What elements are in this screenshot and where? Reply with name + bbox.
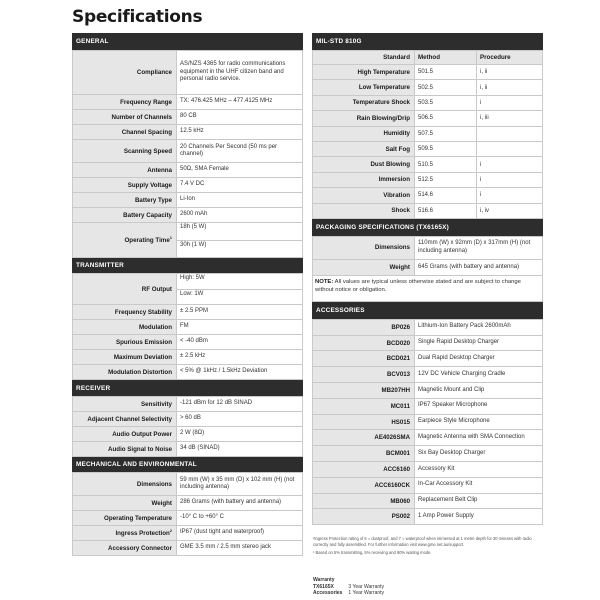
milstd-method: 502.5	[415, 80, 477, 95]
label-text: Adjacent Channel Selectivity	[87, 415, 172, 423]
transmitter-label	[73, 305, 177, 320]
milstd-col-method: Method	[415, 51, 477, 65]
label-text: Frequency Stability	[114, 308, 172, 316]
packaging-row-dimensions	[313, 236, 543, 259]
general-value	[177, 178, 303, 193]
general-label	[73, 193, 177, 208]
value-text: -10° C to +60° C	[180, 514, 224, 521]
value-text: Six Bay Desktop Charger	[418, 449, 486, 456]
value-text: 59 mm (W) x 35 mm (D) x 102 mm (H) (not including antenna)	[180, 476, 295, 490]
value-text: Lithium-Ion Battery Pack 2600mAh	[418, 323, 511, 330]
general-row-scanning-speed	[73, 140, 303, 163]
accessories-value	[415, 446, 543, 462]
label-text: Sensitivity	[141, 400, 172, 408]
label-text: Audio Signal to Noise	[108, 445, 172, 453]
receiver-label	[73, 412, 177, 427]
label-text: BCM001	[385, 450, 410, 458]
milstd-row-humidity	[313, 126, 543, 141]
receiver-table	[72, 396, 303, 457]
milstd-standard: Vibration	[313, 188, 415, 203]
packaging-table	[312, 236, 543, 276]
value-text: 286 Grams (with battery and antenna)	[180, 499, 282, 506]
milstd-procedure	[477, 141, 543, 156]
accessories-value	[415, 414, 543, 430]
value-text: 2600 mAh	[180, 211, 208, 218]
value-text: Dual Rapid Desktop Charger	[418, 355, 495, 362]
transmitter-row-modulation	[73, 320, 303, 335]
milstd-method: 507.5	[415, 126, 477, 141]
value-text: 80 CB	[180, 113, 197, 120]
accessories-label	[313, 351, 415, 367]
label-text: Supply Voltage	[127, 181, 172, 189]
transmitter-label	[73, 335, 177, 350]
milstd-standard: Dust Blowing	[313, 157, 415, 172]
warranty-item: TX6165X	[313, 583, 334, 590]
milstd-row-temperature-shock	[313, 95, 543, 110]
general-row-antenna	[73, 163, 303, 178]
receiver-row-audio-output-power	[73, 427, 303, 442]
milstd-procedure: i, ii	[477, 65, 543, 80]
mechanical-value	[177, 541, 303, 556]
milstd-method: 512.5	[415, 172, 477, 187]
mechanical-label	[73, 496, 177, 511]
label-text: BCD021	[386, 355, 410, 363]
accessories-label	[313, 414, 415, 430]
label-text: Battery Type	[134, 196, 172, 204]
milstd-row-high-temperature	[313, 65, 543, 80]
milstd-row-dust-blowing	[313, 157, 543, 172]
receiver-row-adjacent-channel-selectivity	[73, 412, 303, 427]
value-text: 7.4 V DC	[180, 181, 205, 188]
milstd-procedure: i, iii	[477, 111, 543, 126]
label-text: Ingress Protection	[115, 530, 170, 538]
value-text: AS/NZS 4365 for radio communications equipment in the UHF citizen band and personal radio service.	[180, 61, 286, 83]
page-title: Specifications	[72, 7, 203, 27]
label-text: Maximum Deviation	[113, 353, 172, 361]
label-text: BP026	[391, 323, 410, 331]
receiver-value	[177, 397, 303, 412]
general-row-battery-capacity	[73, 208, 303, 223]
value-text: 20 Channels Per Second (50 ms per channel)	[180, 143, 278, 157]
mechanical-row-weight	[73, 496, 303, 511]
label-text: Dimensions	[374, 244, 410, 252]
label-text: ACC6160CK	[374, 481, 410, 489]
accessories-table	[312, 319, 543, 525]
milstd-row-immersion	[313, 172, 543, 187]
value-text: 34 dB (SINAD)	[180, 445, 220, 452]
milstd-col-standard: Standard	[313, 51, 415, 65]
accessories-value	[415, 335, 543, 351]
general-value	[177, 110, 303, 125]
note-label: NOTE:	[315, 278, 334, 285]
transmitter-value	[177, 305, 303, 320]
general-section-header: GENERAL	[72, 33, 303, 50]
packaging-label	[313, 236, 415, 259]
mechanical-value	[177, 526, 303, 541]
accessories-row-bcm001	[313, 446, 543, 462]
label-text: Scanning Speed	[123, 147, 172, 155]
milstd-row-salt-fog	[313, 141, 543, 156]
label-text: RF Output	[141, 285, 172, 293]
general-label	[73, 140, 177, 163]
accessories-label	[313, 430, 415, 446]
milstd-row-rain-blowing-drip	[313, 111, 543, 126]
receiver-value	[177, 427, 303, 442]
value-text: 12.5 kHz	[180, 128, 204, 135]
mechanical-label	[73, 526, 177, 541]
transmitter-row-frequency-stability	[73, 305, 303, 320]
label-text: Accessory Connector	[108, 544, 172, 552]
milstd-procedure: i, ii	[477, 80, 543, 95]
milstd-col-procedure: Procedure	[477, 51, 543, 65]
milstd-standard: Rain Blowing/Drip	[313, 111, 415, 126]
accessories-label	[313, 477, 415, 493]
warranty-term: 3 Year Warranty	[348, 583, 385, 590]
value-text: ± 2.5 kHz	[180, 353, 206, 360]
value-text: IP67 Speaker Microphone	[418, 402, 488, 409]
milstd-method: 509.5	[415, 141, 477, 156]
general-value	[177, 51, 303, 95]
accessories-label	[313, 335, 415, 351]
mechanical-value	[177, 496, 303, 511]
general-row-compliance	[73, 51, 303, 95]
milstd-row-shock	[313, 203, 543, 218]
general-label	[73, 95, 177, 110]
receiver-label	[73, 427, 177, 442]
accessories-value	[415, 319, 543, 335]
transmitter-row-rf-output	[73, 274, 303, 305]
value-text: 1 Amp Power Supply	[418, 513, 474, 520]
value-text: GME 3.5 mm / 2.5 mm stereo jack	[180, 544, 272, 551]
accessories-label	[313, 367, 415, 383]
milstd-method: 501.5	[415, 65, 477, 80]
general-value	[177, 208, 303, 223]
accessories-value	[415, 493, 543, 509]
transmitter-value	[177, 350, 303, 365]
packaging-note	[312, 276, 543, 302]
accessories-label	[313, 383, 415, 399]
mechanical-label	[73, 511, 177, 526]
value-text: IP67 (dust tight and waterproof)	[180, 529, 265, 536]
transmitter-value	[177, 320, 303, 335]
general-row-number-of-channels	[73, 110, 303, 125]
packaging-section-header: PACKAGING SPECIFICATIONS (TX6165X)	[312, 219, 543, 236]
label-text: Battery Capacity	[123, 211, 172, 219]
milstd-header-row	[313, 51, 543, 65]
accessories-label	[313, 398, 415, 414]
accessories-value	[415, 462, 543, 478]
value-text: Magnetic Antenna with SMA Connection	[418, 434, 525, 441]
value-text: > 60 dB	[180, 415, 201, 422]
label-text: MB207HH	[381, 386, 410, 394]
label-text: BCD020	[386, 339, 410, 347]
milstd-procedure: i	[477, 172, 543, 187]
label-text: AE4026SMA	[374, 434, 410, 442]
label-text: Weight	[389, 263, 410, 271]
value-text: Single Rapid Desktop Charger	[418, 339, 500, 346]
milstd-standard: Low Temperature	[313, 80, 415, 95]
value-text: 50Ω, SMA Female	[180, 166, 229, 173]
accessories-label	[313, 319, 415, 335]
accessories-value	[415, 367, 543, 383]
transmitter-value	[177, 274, 303, 305]
general-value	[177, 223, 303, 258]
general-label	[73, 163, 177, 178]
general-row-battery-type	[73, 193, 303, 208]
label-text: Modulation Distortion	[108, 368, 172, 376]
label-text: Audio Output Power	[112, 430, 172, 438]
label-text: Operating Temperature	[104, 514, 172, 522]
accessories-value	[415, 398, 543, 414]
label-text: Spurious Emission	[115, 338, 172, 346]
milstd-procedure: i	[477, 188, 543, 203]
transmitter-label	[73, 274, 177, 305]
milstd-row-low-temperature	[313, 80, 543, 95]
label-text: BCV013	[386, 371, 410, 379]
accessories-row-mb060	[313, 493, 543, 509]
general-label	[73, 125, 177, 140]
accessories-value	[415, 477, 543, 493]
label-text: HS015	[391, 418, 410, 426]
transmitter-label	[73, 320, 177, 335]
accessories-row-acc6160	[313, 462, 543, 478]
value-text: Earpiece Style Microphone	[418, 418, 490, 425]
general-value	[177, 125, 303, 140]
label-text: Compliance	[136, 69, 172, 76]
label-text: Operating Time	[124, 237, 170, 245]
footnote-operating-time: ¹ Based on 5% transmitting, 5% receiving and 90% waiting mode.	[313, 550, 432, 556]
transmitter-value	[177, 335, 303, 350]
transmitter-label	[73, 350, 177, 365]
value-text: < -40 dBm	[180, 338, 208, 345]
footnote-marker: 2	[169, 528, 172, 534]
accessories-row-ae4026sma	[313, 430, 543, 446]
value-text: Low: 1W	[177, 289, 302, 304]
milstd-row-vibration	[313, 188, 543, 203]
mechanical-value	[177, 473, 303, 496]
milstd-standard: Salt Fog	[313, 141, 415, 156]
mechanical-row-operating-temperature	[73, 511, 303, 526]
value-text: FM	[180, 323, 189, 330]
warranty-item: Accessories	[313, 590, 343, 596]
milstd-standard: Immersion	[313, 172, 415, 187]
label-text: MC011	[390, 402, 410, 410]
milstd-procedure	[477, 126, 543, 141]
general-label	[73, 51, 177, 95]
accessories-label	[313, 509, 415, 525]
milstd-method: 510.5	[415, 157, 477, 172]
label-text: MB060	[390, 497, 410, 505]
receiver-row-sensitivity	[73, 397, 303, 412]
mechanical-row-ingress-protection	[73, 526, 303, 541]
packaging-value	[415, 236, 543, 259]
milstd-standard: Humidity	[313, 126, 415, 141]
milstd-method: 514.6	[415, 188, 477, 203]
accessories-value	[415, 509, 543, 525]
label-text: Antenna	[147, 166, 172, 174]
right-column	[312, 33, 543, 525]
label-text: PS002	[391, 513, 410, 521]
accessories-row-ps002	[313, 509, 543, 525]
accessories-row-bcv013	[313, 367, 543, 383]
transmitter-table	[72, 273, 303, 380]
general-value	[177, 140, 303, 163]
warranty-title: Warranty	[313, 577, 335, 583]
milstd-section-header: MIL-STD 810G	[312, 33, 543, 50]
packaging-value	[415, 259, 543, 275]
warranty-row	[313, 590, 384, 597]
footnote-marker: 1	[169, 235, 172, 241]
general-row-operating-time	[73, 223, 303, 258]
mechanical-label	[73, 541, 177, 556]
accessories-label	[313, 493, 415, 509]
receiver-section-header: RECEIVER	[72, 380, 303, 396]
label-text: Modulation	[139, 323, 172, 331]
mechanical-value	[177, 511, 303, 526]
milstd-method: 503.5	[415, 95, 477, 110]
milstd-procedure: i	[477, 157, 543, 172]
general-value	[177, 163, 303, 178]
value-text: 12V DC Vehicle Charging Cradle	[418, 370, 506, 377]
packaging-row-weight	[313, 259, 543, 275]
accessories-row-hs015	[313, 414, 543, 430]
accessories-row-mb207hh	[313, 383, 543, 399]
accessories-value	[415, 430, 543, 446]
general-row-channel-spacing	[73, 125, 303, 140]
mechanical-table	[72, 472, 303, 556]
transmitter-row-modulation-distortion	[73, 365, 303, 380]
mechanical-row-dimensions	[73, 473, 303, 496]
general-value	[177, 193, 303, 208]
accessories-row-bcd020	[313, 335, 543, 351]
mechanical-label	[73, 473, 177, 496]
milstd-procedure: i	[477, 95, 543, 110]
value-text: Magnetic Mount and Clip	[418, 386, 485, 393]
accessories-label	[313, 446, 415, 462]
value-text: Accessory Kit	[418, 465, 455, 472]
general-label	[73, 223, 177, 258]
transmitter-value	[177, 365, 303, 380]
general-table	[72, 50, 303, 258]
accessories-value	[415, 351, 543, 367]
value-text: In-Car Accessory Kit	[418, 481, 473, 488]
accessories-row-bp026	[313, 319, 543, 335]
accessories-section-header: ACCESSORIES	[312, 302, 543, 319]
label-text: Number of Channels	[111, 113, 172, 121]
receiver-value	[177, 412, 303, 427]
transmitter-row-spurious-emission	[73, 335, 303, 350]
value-text: 645 Grams (with battery and antenna)	[418, 263, 520, 270]
warranty-block	[313, 577, 384, 597]
value-text: -121 dBm for 12 dB SINAD	[180, 400, 253, 407]
value-text: 18h (5 W)	[180, 224, 207, 230]
milstd-method: 506.5	[415, 111, 477, 126]
general-label	[73, 208, 177, 223]
transmitter-label	[73, 365, 177, 380]
footnote-ingress: ²Ingress Protection rating of 6 = dustproof, and 7 = waterproof when immersed at 1 metre depth for 30 minutes with radio correctly and fully assembled. For further information visit www.gme.net.au/support.	[313, 536, 532, 547]
note-text: All values are typical unless otherwise stated and are subject to change without notice or obligation.	[315, 278, 521, 293]
label-text: Channel Spacing	[121, 128, 172, 136]
milstd-table	[312, 50, 543, 219]
value-text: 110mm (W) x 92mm (D) x 317mm (H) (not including antenna)	[418, 240, 531, 254]
receiver-value	[177, 442, 303, 457]
accessories-label	[313, 462, 415, 478]
accessories-row-bcd021	[313, 351, 543, 367]
milstd-standard: High Temperature	[313, 65, 415, 80]
value-text: < 5% @ 1kHz / 1.5kHz Deviation	[180, 368, 268, 375]
milstd-method: 516.6	[415, 203, 477, 218]
value-text: Li-Ion	[180, 196, 196, 203]
transmitter-row-maximum-deviation	[73, 350, 303, 365]
accessories-value	[415, 383, 543, 399]
label-text: Dimensions	[136, 480, 172, 488]
milstd-standard: Temperature Shock	[313, 95, 415, 110]
mechanical-row-accessory-connector	[73, 541, 303, 556]
value-text: Replacement Belt Clip	[418, 497, 478, 504]
mechanical-section-header: MECHANICAL AND ENVIRONMENTAL	[72, 457, 303, 472]
accessories-row-acc6160ck	[313, 477, 543, 493]
value-text: TX: 476.425 MHz – 477.4125 MHz	[180, 98, 273, 105]
label-text: ACC6160	[383, 465, 410, 473]
packaging-label	[313, 259, 415, 275]
footnotes	[313, 536, 545, 556]
milstd-standard: Shock	[313, 203, 415, 218]
label-text: Frequency Range	[120, 98, 172, 106]
general-row-frequency-range	[73, 95, 303, 110]
milstd-procedure: i, iv	[477, 203, 543, 218]
value-text: 30h (1 W)	[177, 240, 302, 257]
accessories-row-mc011	[313, 398, 543, 414]
receiver-label	[73, 442, 177, 457]
receiver-label	[73, 397, 177, 412]
general-label	[73, 110, 177, 125]
value-text: High: 5W	[180, 275, 205, 281]
general-label	[73, 178, 177, 193]
value-text: 2 W (8Ω)	[180, 430, 205, 437]
general-value	[177, 95, 303, 110]
value-text: ± 2.5 PPM	[180, 308, 208, 315]
receiver-row-audio-signal-to-noise	[73, 442, 303, 457]
warranty-term: 1 Year Warranty	[348, 590, 385, 596]
left-column	[72, 33, 303, 556]
label-text: Weight	[151, 499, 172, 507]
transmitter-section-header: TRANSMITTER	[72, 258, 303, 273]
general-row-supply-voltage	[73, 178, 303, 193]
